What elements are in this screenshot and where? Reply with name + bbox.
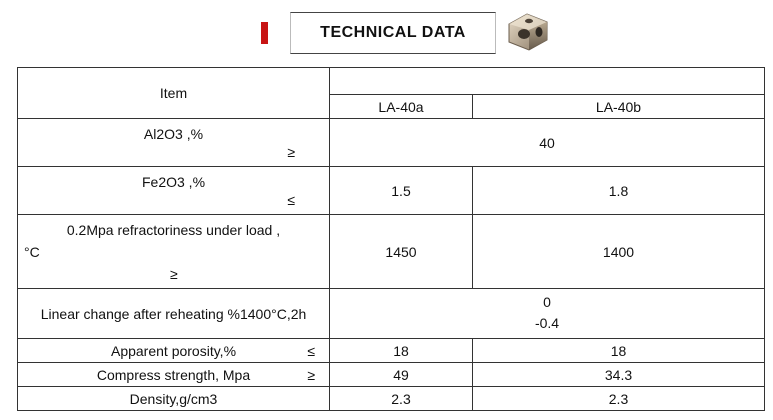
page-title: TECHNICAL DATA	[320, 24, 466, 41]
value-cell: 1.5	[330, 167, 473, 215]
value-cell: 49	[330, 363, 473, 387]
table-row	[18, 339, 765, 363]
operator-symbol: ≥	[307, 366, 315, 383]
value-cell: 18	[473, 339, 765, 363]
value-cell: 2.3	[330, 387, 473, 411]
value-cell: 18	[330, 339, 473, 363]
value-cell: 2.3	[473, 387, 765, 411]
item-header: Item	[18, 68, 330, 119]
operator-symbol: ≥	[170, 265, 178, 282]
column-header-la-40b: LA-40b	[473, 95, 765, 119]
table-row	[18, 387, 765, 411]
table-row	[18, 167, 765, 215]
row-label: 0.2Mpa refractoriness under load , °C ≥	[18, 215, 330, 289]
value-cell: 1400	[473, 215, 765, 289]
hex-nut-icon	[503, 10, 553, 54]
table-row	[18, 215, 765, 289]
row-label: Compress strength, Mpa ≥	[18, 363, 330, 387]
table-row	[18, 289, 765, 339]
title-accent-bar	[261, 22, 268, 44]
value-cell: 1450	[330, 215, 473, 289]
table-row	[18, 363, 765, 387]
technical-data-table	[17, 67, 765, 411]
operator-symbol: ≤	[287, 191, 295, 208]
column-header-la-40a: LA-40a	[330, 95, 473, 119]
value-cell: 1.8	[473, 167, 765, 215]
row-label: Fe2O3 ,% ≤	[18, 167, 330, 215]
table-row	[18, 119, 765, 167]
value-cell: 0 -0.4	[330, 289, 765, 339]
value-cell: 40	[330, 119, 765, 167]
row-label: Al2O3 ,% ≥	[18, 119, 330, 167]
operator-symbol: ≤	[307, 342, 315, 359]
row-label: Apparent porosity,% ≤	[18, 339, 330, 363]
row-label: Linear change after reheating %1400°C,2h	[18, 289, 330, 339]
title-frame	[290, 12, 496, 54]
operator-symbol: ≥	[287, 143, 295, 160]
grade-header-spacer	[330, 68, 765, 95]
header	[0, 0, 773, 64]
row-label: Density,g/cm3	[18, 387, 330, 411]
value-cell: 34.3	[473, 363, 765, 387]
